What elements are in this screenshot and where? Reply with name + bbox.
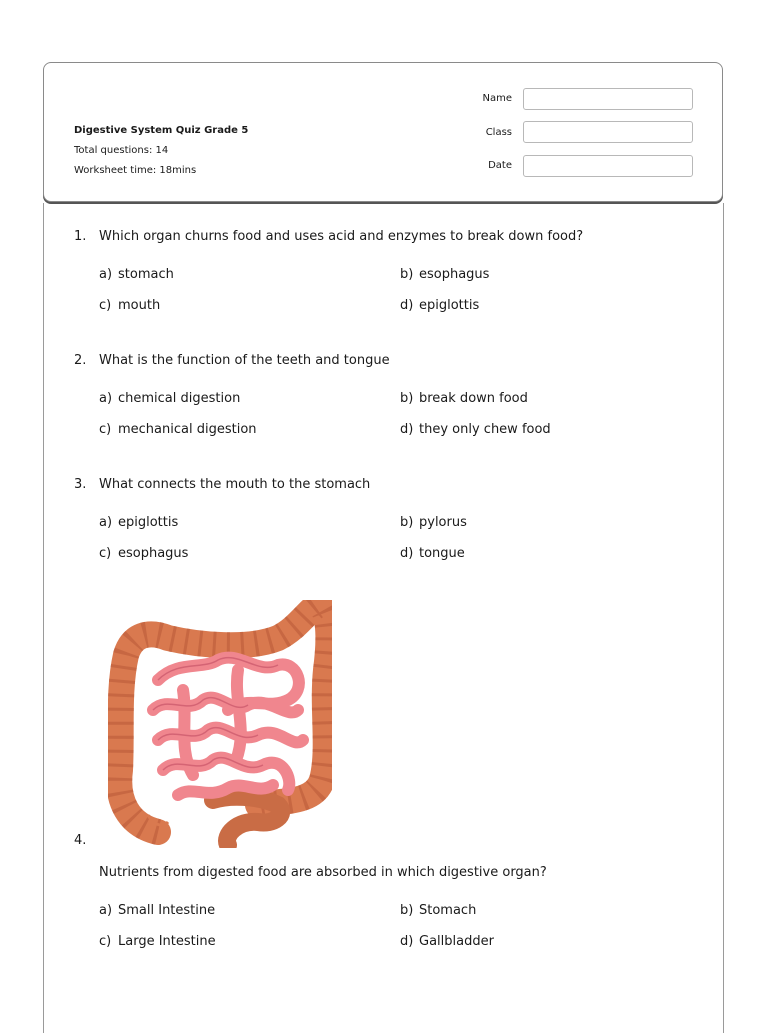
option-text: break down food	[419, 391, 528, 406]
answer-option[interactable]	[400, 298, 479, 313]
answer-option[interactable]	[400, 934, 494, 949]
option-letter: a)	[99, 903, 113, 918]
answer-option[interactable]	[99, 515, 178, 530]
option-letter: b)	[400, 391, 414, 406]
worksheet-header	[43, 62, 723, 202]
question-text: Nutrients from digested food are absorbed in which digestive organ?	[99, 865, 547, 880]
answer-option[interactable]	[99, 546, 188, 561]
option-letter: c)	[99, 298, 112, 313]
option-letter: c)	[99, 934, 112, 949]
answer-option[interactable]	[400, 515, 467, 530]
name-label: Name	[482, 93, 512, 104]
option-text: chemical digestion	[118, 391, 241, 406]
option-text: Stomach	[419, 903, 477, 918]
option-letter: a)	[99, 391, 113, 406]
option-text: mouth	[118, 298, 161, 313]
intestines-illustration	[108, 600, 332, 848]
answer-option[interactable]	[99, 903, 215, 918]
answer-option[interactable]	[99, 391, 240, 406]
option-text: Large Intestine	[118, 934, 216, 949]
class-field[interactable]	[523, 121, 693, 143]
quiz-title: Digestive System Quiz Grade 5	[74, 125, 249, 136]
question-number: 4.	[74, 833, 87, 848]
option-letter: d)	[400, 546, 414, 561]
total-questions: Total questions: 14	[74, 145, 169, 156]
option-text: esophagus	[118, 546, 189, 561]
answer-option[interactable]	[99, 934, 216, 949]
option-text: stomach	[118, 267, 174, 282]
worksheet-time: Worksheet time: 18mins	[74, 165, 197, 176]
option-letter: c)	[99, 422, 112, 437]
option-text: epiglottis	[118, 515, 179, 530]
answer-option[interactable]	[400, 422, 551, 437]
date-field[interactable]	[523, 155, 693, 177]
answer-option[interactable]	[400, 546, 465, 561]
option-text: esophagus	[419, 267, 490, 282]
answer-option[interactable]	[400, 267, 489, 282]
option-text: mechanical digestion	[118, 422, 257, 437]
option-letter: a)	[99, 267, 113, 282]
option-text: pylorus	[419, 515, 467, 530]
option-letter: b)	[400, 903, 414, 918]
answer-option[interactable]	[99, 422, 257, 437]
answer-option[interactable]	[400, 391, 528, 406]
answer-option[interactable]	[99, 298, 160, 313]
question-number: 3.	[74, 477, 87, 492]
question-text: Which organ churns food and uses acid and enzymes to break down food?	[99, 229, 584, 244]
question-text: What is the function of the teeth and tongue	[99, 353, 390, 368]
option-letter: c)	[99, 546, 112, 561]
date-label: Date	[488, 160, 512, 171]
answer-option[interactable]	[400, 903, 476, 918]
option-text: epiglottis	[419, 298, 480, 313]
option-letter: d)	[400, 298, 414, 313]
option-text: tongue	[419, 546, 465, 561]
option-text: Small Intestine	[118, 903, 216, 918]
option-letter: d)	[400, 422, 414, 437]
option-letter: b)	[400, 267, 414, 282]
question-number: 2.	[74, 353, 87, 368]
question-number: 1.	[74, 229, 87, 244]
option-letter: d)	[400, 934, 414, 949]
option-letter: b)	[400, 515, 414, 530]
option-text: they only chew food	[419, 422, 551, 437]
option-text: Gallbladder	[419, 934, 494, 949]
class-label: Class	[485, 127, 512, 138]
option-letter: a)	[99, 515, 113, 530]
question-text: What connects the mouth to the stomach	[99, 477, 371, 492]
answer-option[interactable]	[99, 267, 174, 282]
name-field[interactable]	[523, 88, 693, 110]
